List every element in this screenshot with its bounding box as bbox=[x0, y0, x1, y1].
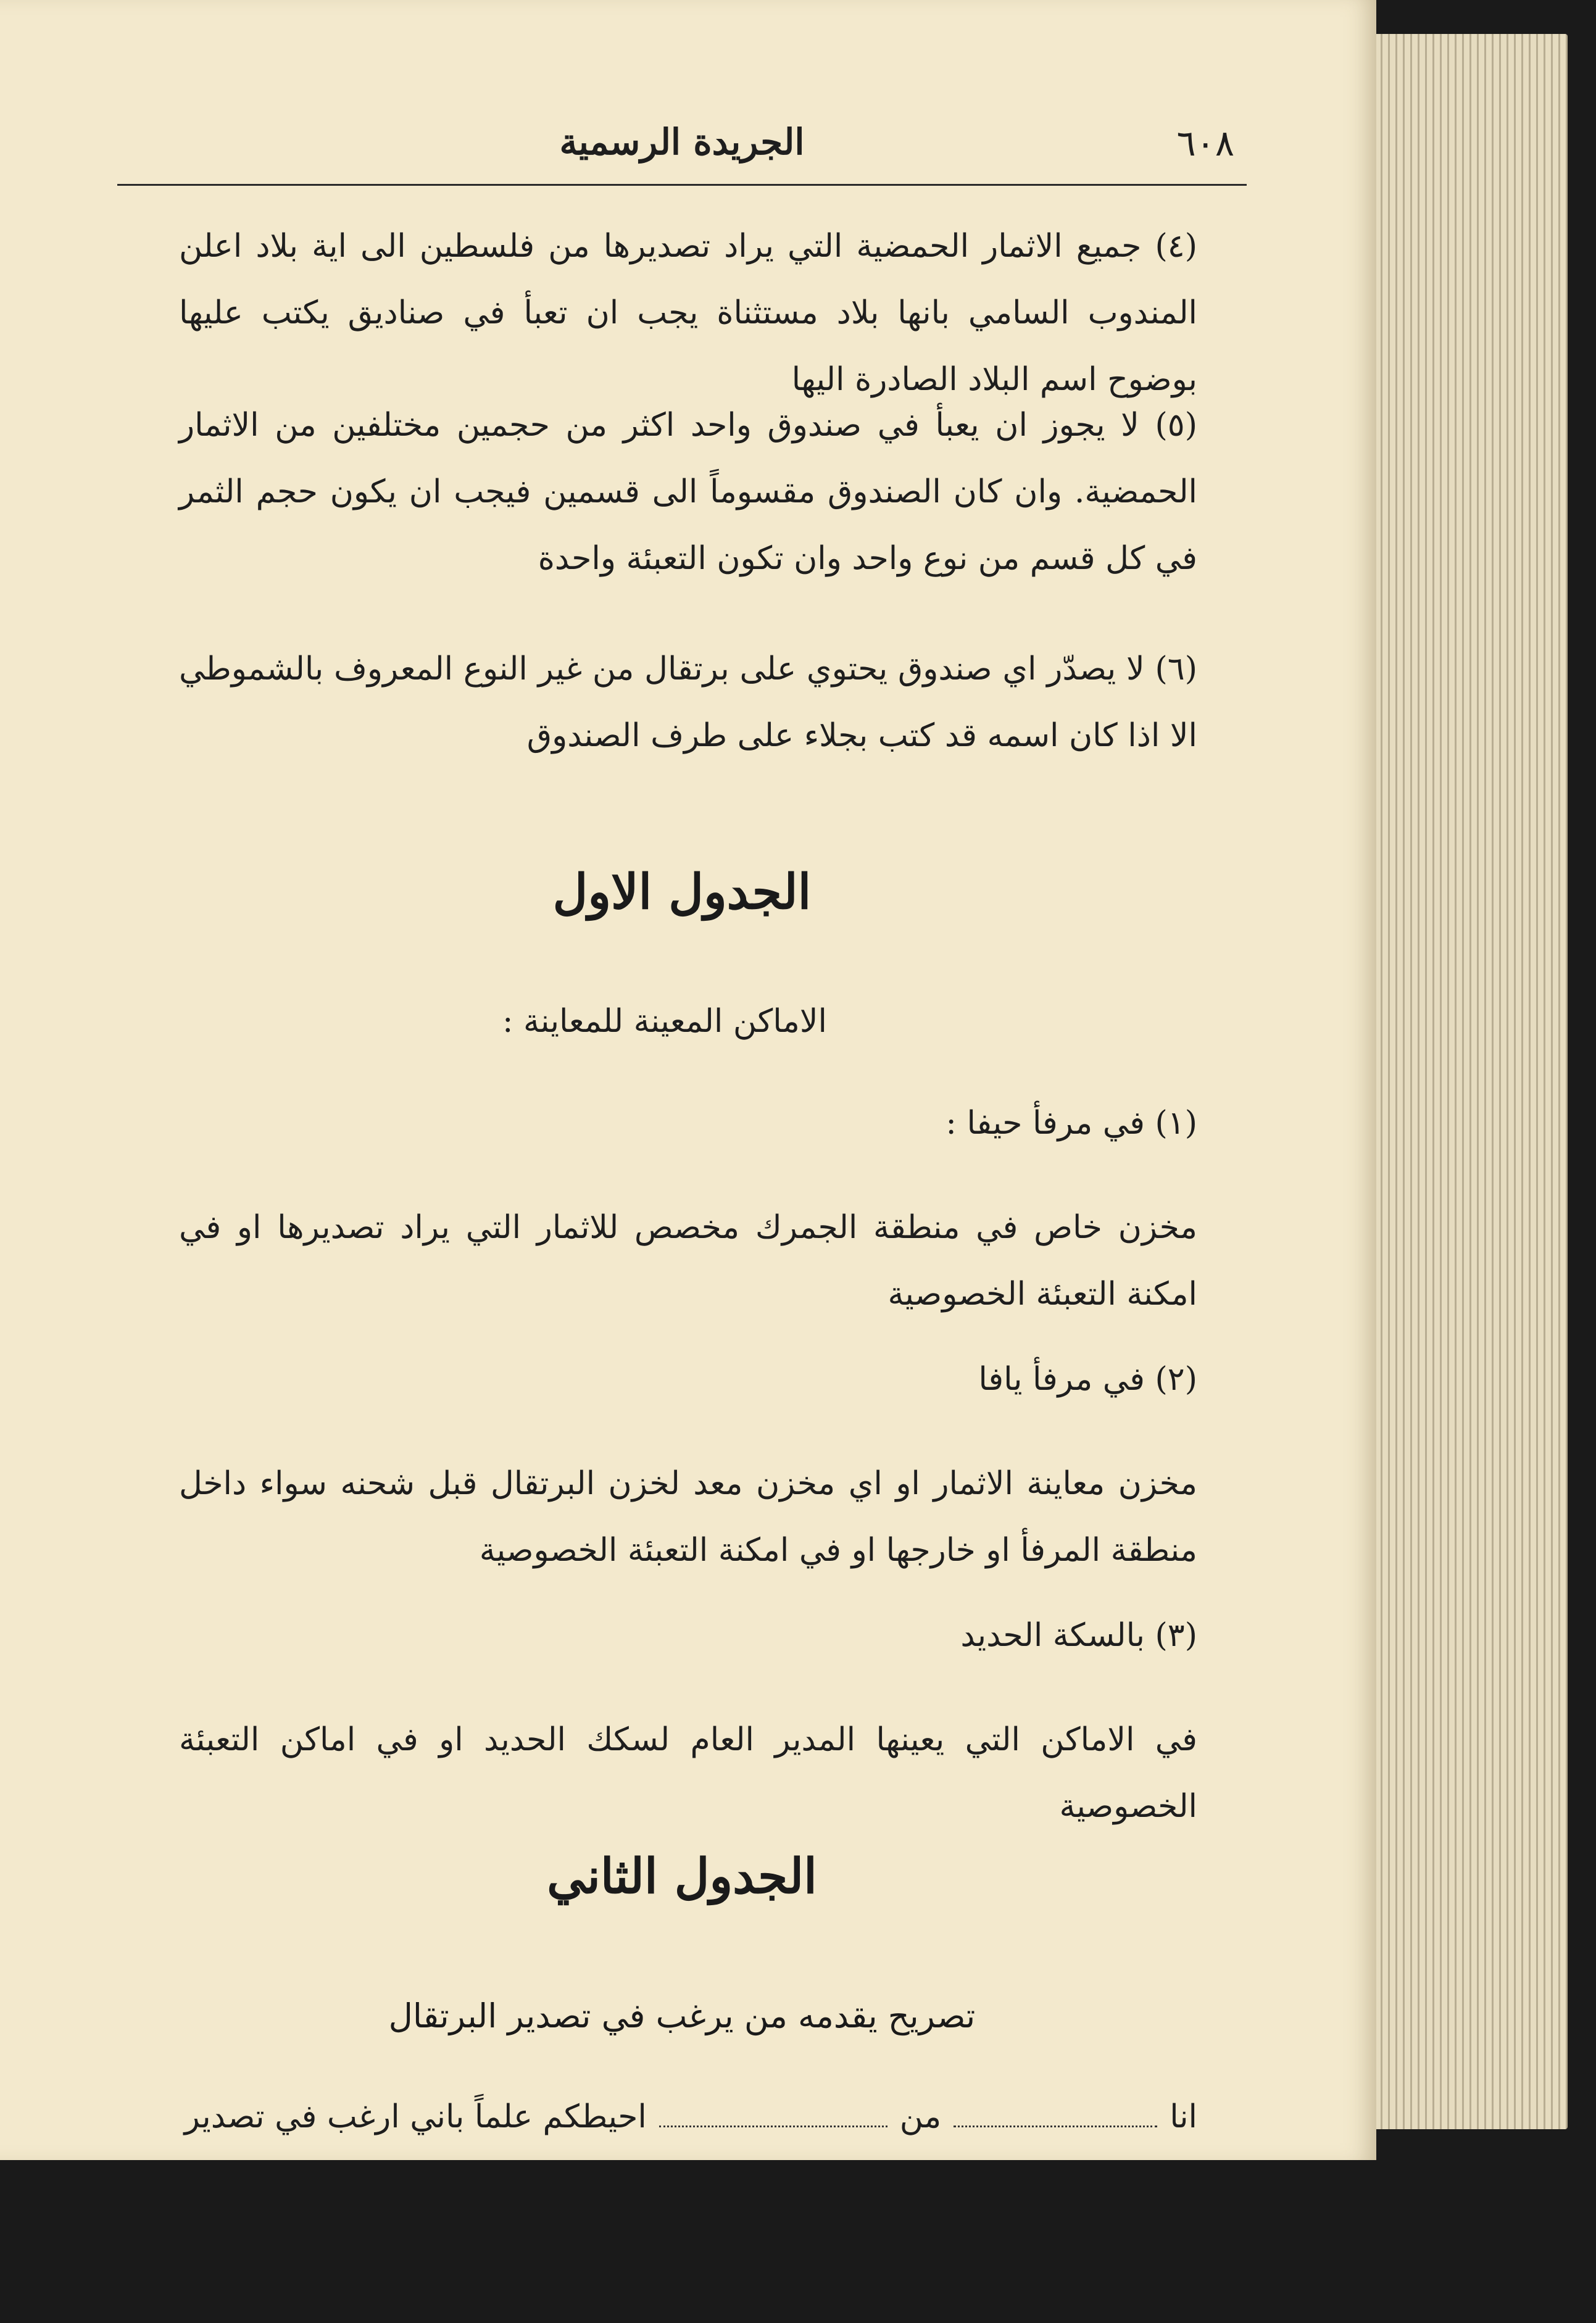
form-text-end: احيطكم علماً باني ارغب في تصدير bbox=[184, 2098, 647, 2135]
page-header bbox=[117, 110, 1247, 186]
schedule-one-heading: الجدول الاول bbox=[552, 864, 812, 920]
clause-5: (٥) لا يجوز ان يعبأ في صندوق واحد اكثر من حجمين مختلفين من الاثمار الحمضية. وان كان الصندوق مقسوماً الى قسمين فيجب ان يكون حجم الثمر في كل قسم من نوع واحد وان تكون التعبئة واحدة bbox=[179, 407, 1197, 577]
form-word-min: من bbox=[899, 2098, 942, 2135]
clause-6: (٦) لا يصدّر اي صندوق يحتوي على برتقال من غير النوع المعروف بالشموطي الا اذا كان اسمه قد كتب بجلاء على طرف الصندوق bbox=[179, 650, 1197, 754]
schedule-one-item-3-label: (٣) بالسكة الحديد bbox=[960, 1617, 1197, 1654]
schedule-one-item-2-label: (٢) في مرفأ يافا bbox=[978, 1361, 1197, 1398]
page-title: الجريدة الرسمية bbox=[559, 121, 805, 163]
schedule-one-item-3-text: في الاماكن التي يعينها المدير العام لسكك الحديد او في اماكن التعبئة الخصوصية bbox=[179, 1721, 1197, 1825]
clause-4: (٤) جميع الاثمار الحمضية التي يراد تصديرها من فلسطين الى اية بلاد اعلن المندوب السامي بانها بلاد مستثناة يجب ان تعبأ في صناديق يكتب عليها بوضوح اسم البلاد الصادرة اليها bbox=[179, 228, 1197, 398]
declaration-form-line bbox=[179, 2098, 1197, 2135]
form-word-ana: انا bbox=[1170, 2098, 1197, 2135]
form-blank-name[interactable] bbox=[954, 2119, 1157, 2127]
book-page-edges bbox=[1345, 34, 1568, 2129]
schedule-one-intro: الاماكن المعينة للمعاينة : bbox=[502, 1003, 827, 1040]
schedule-one-item-2-text: مخزن معاينة الاثمار او اي مخزن معد لخزن البرتقال قبل شحنه سواء داخل منطقة المرفأ او خارجها او في امكنة التعبئة الخصوصية bbox=[179, 1465, 1197, 1569]
schedule-one-item-1-text: مخزن خاص في منطقة الجمرك مخصص للاثمار التي يراد تصديرها او في امكنة التعبئة الخصوصية bbox=[179, 1209, 1197, 1313]
page-number: ٦٠٨ bbox=[1176, 122, 1234, 164]
schedule-two-subheading: تصريح يقدمه من يرغب في تصدير البرتقال bbox=[388, 1997, 976, 2035]
schedule-two-heading: الجدول الثاني bbox=[547, 1848, 817, 1905]
form-blank-origin[interactable] bbox=[659, 2119, 887, 2127]
schedule-one-item-1-label: (١) في مرفأ حيفا : bbox=[946, 1105, 1197, 1142]
